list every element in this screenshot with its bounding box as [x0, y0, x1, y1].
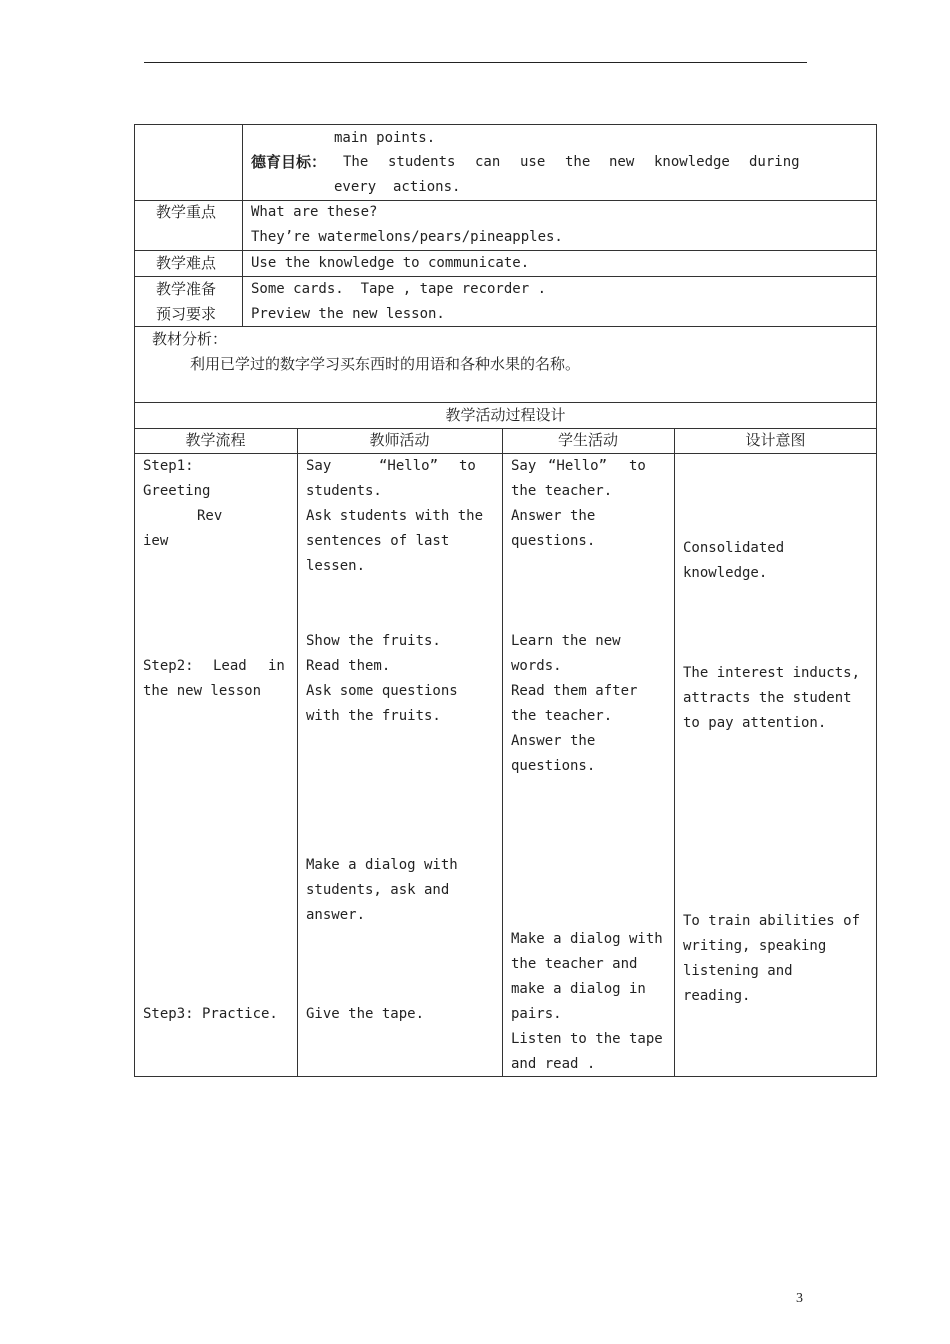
student3-text: and read .: [511, 1056, 596, 1072]
intent3-text: To train abilities of: [683, 913, 861, 929]
student2-text: questions.: [511, 758, 596, 774]
step1-title: Step1:: [143, 458, 194, 474]
student1-text: the teacher.: [511, 483, 613, 499]
key-points-line1: What are these?: [251, 204, 378, 220]
student1-text: questions.: [511, 533, 596, 549]
difficult-points-text: Use the knowledge to communicate.: [251, 255, 530, 271]
moral-word: students: [388, 154, 456, 170]
header-intent: 设计意图: [745, 431, 806, 449]
analysis-text: 利用已学过的数字学习买东西时的用语和各种水果的名称。: [190, 355, 581, 373]
difficult-points-label: 教学难点: [156, 254, 217, 272]
student2-text: Read them after: [511, 683, 638, 699]
moral-word: new: [609, 154, 635, 170]
teacher2-text: Show the fruits.: [306, 633, 441, 649]
intent3-text: reading.: [683, 988, 751, 1004]
teacher2-text: with the fruits.: [306, 708, 441, 724]
moral-word: the: [565, 154, 591, 170]
preparation-text: Some cards. Tape , tape recorder .: [251, 281, 547, 297]
teacher1-text: sentences of last: [306, 533, 450, 549]
step2-text: in: [268, 658, 285, 674]
moral-objective-label: 德育目标：: [251, 153, 327, 171]
student2-text: words.: [511, 658, 562, 674]
student2-text: Learn the new: [511, 633, 621, 649]
moral-word: use: [520, 154, 546, 170]
teacher2-text: Read them.: [306, 658, 391, 674]
student1-text: to: [629, 458, 646, 474]
teacher1-text: to: [459, 458, 476, 474]
page-number: 3: [796, 1291, 803, 1306]
step2-text: Lead: [213, 658, 247, 674]
student3-text: pairs.: [511, 1006, 562, 1022]
teacher3-text: students, ask and: [306, 882, 450, 898]
student3-text: Make a dialog with: [511, 931, 663, 947]
intent2-text: attracts the student: [683, 690, 852, 706]
student1-text: Say: [511, 458, 537, 474]
step2-title: Step2:: [143, 658, 194, 674]
header-teacher: 教师活动: [369, 431, 430, 449]
teacher2-text: Ask some questions: [306, 683, 458, 699]
step1-text: Greeting: [143, 483, 211, 499]
teacher1-text: “Hello”: [379, 458, 439, 474]
teacher3-text: Give the tape.: [306, 1006, 425, 1022]
intent1-text: knowledge.: [683, 565, 768, 581]
moral-word: can: [475, 154, 501, 170]
teacher1-text: students.: [306, 483, 382, 499]
preparation-label: 教学准备: [156, 280, 217, 298]
student3-text: the teacher and: [511, 956, 638, 972]
moral-word: The: [343, 154, 369, 170]
intent2-text: The interest inducts,: [683, 665, 861, 681]
student2-text: the teacher.: [511, 708, 613, 724]
step3-title: Step3: Practice.: [143, 1006, 278, 1022]
student3-text: make a dialog in: [511, 981, 646, 997]
teacher1-text: Ask students with the: [306, 508, 484, 524]
step2-text: the new lesson: [143, 683, 262, 699]
header-student: 学生活动: [557, 431, 618, 449]
moral-word: during: [749, 154, 800, 170]
header-rule: [144, 62, 807, 63]
preview-text: Preview the new lesson.: [251, 306, 445, 322]
analysis-label: 教材分析：: [152, 330, 228, 348]
teacher1-text: lessen.: [306, 558, 366, 574]
teacher3-text: answer.: [306, 907, 366, 923]
step1-text: Rev: [197, 508, 223, 524]
objective-line: main points.: [334, 130, 436, 146]
teacher3-text: Make a dialog with: [306, 857, 458, 873]
activity-table-title: 教学活动过程设计: [445, 406, 566, 424]
student1-text: “Hello”: [548, 458, 608, 474]
moral-word: knowledge: [654, 154, 730, 170]
student1-text: Answer the: [511, 508, 596, 524]
moral-objective-line2: every actions.: [334, 179, 461, 195]
student2-text: Answer the: [511, 733, 596, 749]
preview-label: 预习要求: [156, 305, 217, 323]
key-points-line2: They’re watermelons/pears/pineapples.: [251, 229, 563, 245]
intent3-text: writing, speaking: [683, 938, 827, 954]
header-flow: 教学流程: [185, 431, 246, 449]
intent2-text: to pay attention.: [683, 715, 827, 731]
intent3-text: listening and: [683, 963, 793, 979]
intent1-text: Consolidated: [683, 540, 785, 556]
step1-text: iew: [143, 533, 169, 549]
teacher1-text: Say: [306, 458, 332, 474]
student3-text: Listen to the tape: [511, 1031, 663, 1047]
key-points-label: 教学重点: [156, 203, 217, 221]
